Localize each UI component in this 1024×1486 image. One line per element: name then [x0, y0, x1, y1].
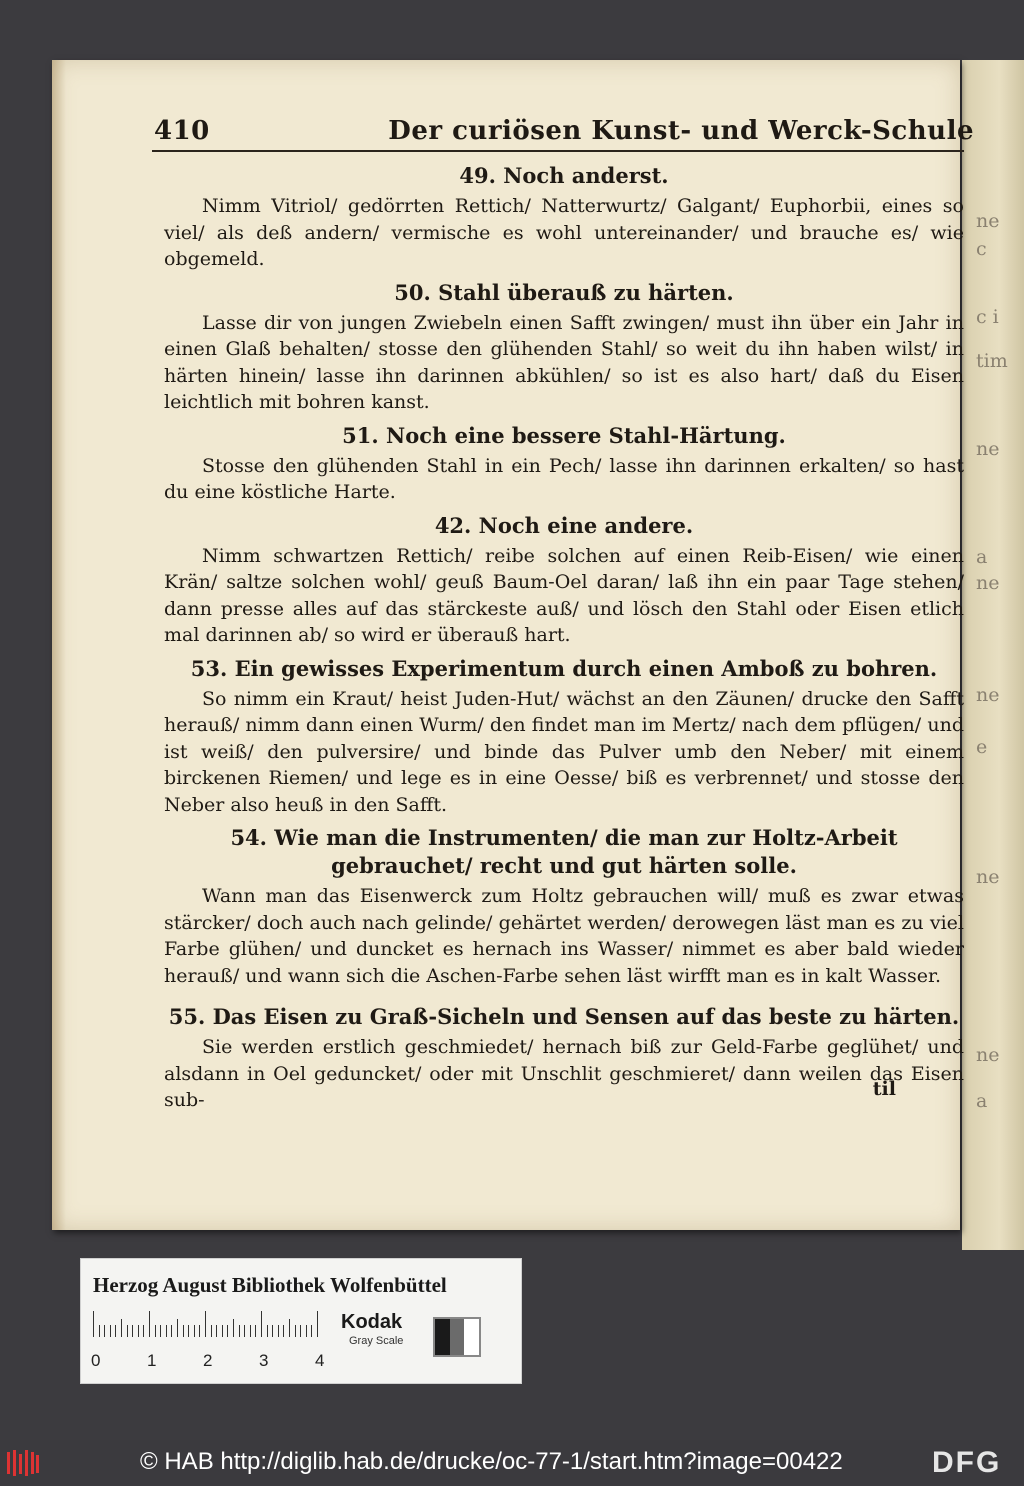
- scale-ruler: [93, 1311, 333, 1345]
- section-heading: 54. Wie man die Instrumenten/ die man zur Holtz-Arbeit gebrauchet/ recht und gut härten solle.: [230, 825, 898, 878]
- neighbor-fragment: c i: [976, 306, 999, 328]
- ruler-tick: [166, 1325, 167, 1337]
- running-title: Der curiösen Kunst- und Werck-Schule: [388, 116, 974, 146]
- neighbor-fragment: ne: [976, 684, 1000, 706]
- ruler-tick: [194, 1325, 195, 1337]
- neighbor-fragment: ne: [976, 866, 1000, 888]
- book-page: [52, 60, 974, 1230]
- ruler-tick: [115, 1325, 116, 1337]
- ruler-tick: [211, 1325, 212, 1337]
- ruler-tick: [143, 1325, 144, 1337]
- page-edge-shadow: [52, 60, 66, 1230]
- ruler-tick: [317, 1311, 318, 1337]
- neighbor-fragment: ne: [976, 438, 1000, 460]
- section-heading: 55. Das Eisen zu Graß-Sicheln und Sensen auf das beste zu härten.: [168, 1004, 960, 1029]
- ruler-tick: [216, 1325, 217, 1337]
- running-head: [154, 110, 974, 150]
- ruler-tick: [239, 1325, 240, 1337]
- ruler-tick: [188, 1325, 189, 1337]
- ruler-tick: [127, 1325, 128, 1337]
- ruler-tick: [177, 1319, 178, 1337]
- gray-scale-swatch: [433, 1317, 481, 1357]
- ruler-tick: [132, 1325, 133, 1337]
- neighbor-fragment: c: [976, 238, 987, 260]
- copyright-link[interactable]: © HAB http://diglib.hab.de/drucke/oc-77-1/start.htm?image=00422: [140, 1448, 843, 1475]
- section-paragraph: Nimm Vitriol/ gedörrten Rettich/ Natterwurtz/ Galgant/ Euphorbii, eines so viel/ als deß andern/ vermische es wohl untereinander/ und brauche es/ wie obgemeld.: [164, 195, 964, 270]
- ruler-tick: [93, 1311, 94, 1337]
- ruler-tick: [205, 1311, 206, 1337]
- ruler-number: 3: [259, 1351, 269, 1370]
- section-heading: 42. Noch eine andere.: [434, 512, 694, 538]
- ruler-tick: [255, 1325, 256, 1337]
- section-paragraph: So nimm ein Kraut/ heist Juden-Hut/ wächst an den Zäunen/ drucke den Safft herauß/ nimm dann einen Wurm/ den findet man im Mertz/ nach dem pflügen/ und ist weiß/ den pulversire/ und binde das Pulver umb den Neber/ mit einem birckenen Riemen/ und lege es in eine Oesse/ biß es verbrennet/ und stosse den Neber also heuß in den Safft.: [164, 687, 964, 816]
- ruler-tick: [250, 1325, 251, 1337]
- dfg-logo: DFG: [932, 1446, 1002, 1479]
- gray-scale-label: Gray Scale: [349, 1335, 404, 1347]
- ruler-number: 2: [203, 1351, 213, 1370]
- ruler-number: 1: [147, 1351, 157, 1370]
- neighbor-fragment: tim: [976, 350, 1008, 372]
- page-body: [164, 156, 964, 1114]
- neighbor-page-edge: [962, 60, 1024, 1250]
- kodak-logo: Kodak: [341, 1311, 403, 1333]
- hab-barcode-icon: [6, 1448, 40, 1478]
- ruler-tick: [149, 1311, 150, 1337]
- section-heading: 53. Ein gewisses Experimentum durch einen Amboß zu bohren.: [190, 655, 938, 681]
- section-heading: 49. Noch anderst.: [459, 163, 669, 188]
- section-paragraph: Sie werden erstlich geschmiedet/ hernach biß zur Geld-Farbe geglühet/ und alsdann in Oel geduncket/ oder mit Unschlit geschmieret/ dann weilen das Eisen sub-: [164, 1036, 964, 1111]
- page-number: 410: [154, 116, 210, 146]
- ruler-tick: [244, 1325, 245, 1337]
- ruler-tick: [267, 1325, 268, 1337]
- ruler-tick: [104, 1325, 105, 1337]
- ruler-tick: [227, 1325, 228, 1337]
- ruler-tick: [155, 1325, 156, 1337]
- ruler-tick: [121, 1319, 122, 1337]
- ruler-tick: [289, 1319, 290, 1337]
- section-heading: 51. Noch eine bessere Stahl-Härtung.: [342, 422, 786, 448]
- ruler-number: 0: [91, 1351, 101, 1370]
- section-paragraph: Nimm schwartzen Rettich/ reibe solchen auf einen Reib-Eisen/ wie einen Krän/ saltze solchen wohl/ geuß Baum-Oel daran/ laß ihn ein paar Tage stehen/ dann presse alles auf das stärckeste auß/ und lösch den Stahl oder Eisen etlich mal darinnen ab/ so wird er überauß hart.: [164, 544, 964, 646]
- ruler-tick: [300, 1325, 301, 1337]
- footer-bar: [0, 1440, 1024, 1486]
- ruler-tick: [171, 1325, 172, 1337]
- ruler-tick: [138, 1325, 139, 1337]
- ruler-tick: [272, 1325, 273, 1337]
- ruler-tick: [160, 1325, 161, 1337]
- ruler-tick: [199, 1325, 200, 1337]
- catchword: til: [872, 1078, 896, 1100]
- neighbor-fragment: a: [976, 546, 988, 568]
- ruler-tick: [278, 1325, 279, 1337]
- section-paragraph: Wann man das Eisenwerck zum Holtz gebrauchen will/ muß es zwar etwas stärcker/ doch auch nach gelinde/ gehärtet werden/ derowegen läst man es zu viel Farbe glühen/ und duncket es hernach ins Wasser/ nimmet es aber bald wieder herauß/ und wann sich die Aschen-Farbe sehen läst wirfft man es in kalt Wasser.: [164, 885, 964, 987]
- ruler-tick: [306, 1325, 307, 1337]
- library-name: Herzog August Bibliothek Wolfenbüttel: [93, 1273, 447, 1297]
- section-heading: 50. Stahl überauß zu härten.: [394, 279, 734, 305]
- ruler-tick: [311, 1325, 312, 1337]
- ruler-tick: [110, 1325, 111, 1337]
- color-calibration-card: [80, 1258, 522, 1384]
- ruler-tick: [233, 1319, 234, 1337]
- ruler-tick: [295, 1325, 296, 1337]
- section-paragraph: Stosse den glühenden Stahl in ein Pech/ lasse ihn darinnen erkalten/ so hast du eine köstliche Harte.: [164, 454, 964, 503]
- neighbor-fragment: ne: [976, 1044, 1000, 1066]
- neighbor-fragment: ne: [976, 572, 1000, 594]
- neighbor-fragment: a: [976, 1090, 988, 1112]
- ruler-tick: [283, 1325, 284, 1337]
- ruler-tick: [261, 1311, 262, 1337]
- section-paragraph: Lasse dir von jungen Zwiebeln einen Safft zwingen/ must ihn über ein Jahr in einen Glaß behalten/ stosse den glühenden Stahl/ so weit du ihn haben wilst/ in härten hinein/ lasse ihn darinnen abkühlen/ so ist es also hart/ daß du Eisen leichtlich mit bohren kanst.: [164, 311, 964, 413]
- neighbor-fragment: ne: [976, 210, 1000, 232]
- header-rule: [152, 150, 964, 152]
- ruler-tick: [183, 1325, 184, 1337]
- ruler-tick: [222, 1325, 223, 1337]
- ruler-tick: [99, 1325, 100, 1337]
- ruler-number: 4: [315, 1351, 325, 1370]
- neighbor-fragment: e: [976, 736, 988, 758]
